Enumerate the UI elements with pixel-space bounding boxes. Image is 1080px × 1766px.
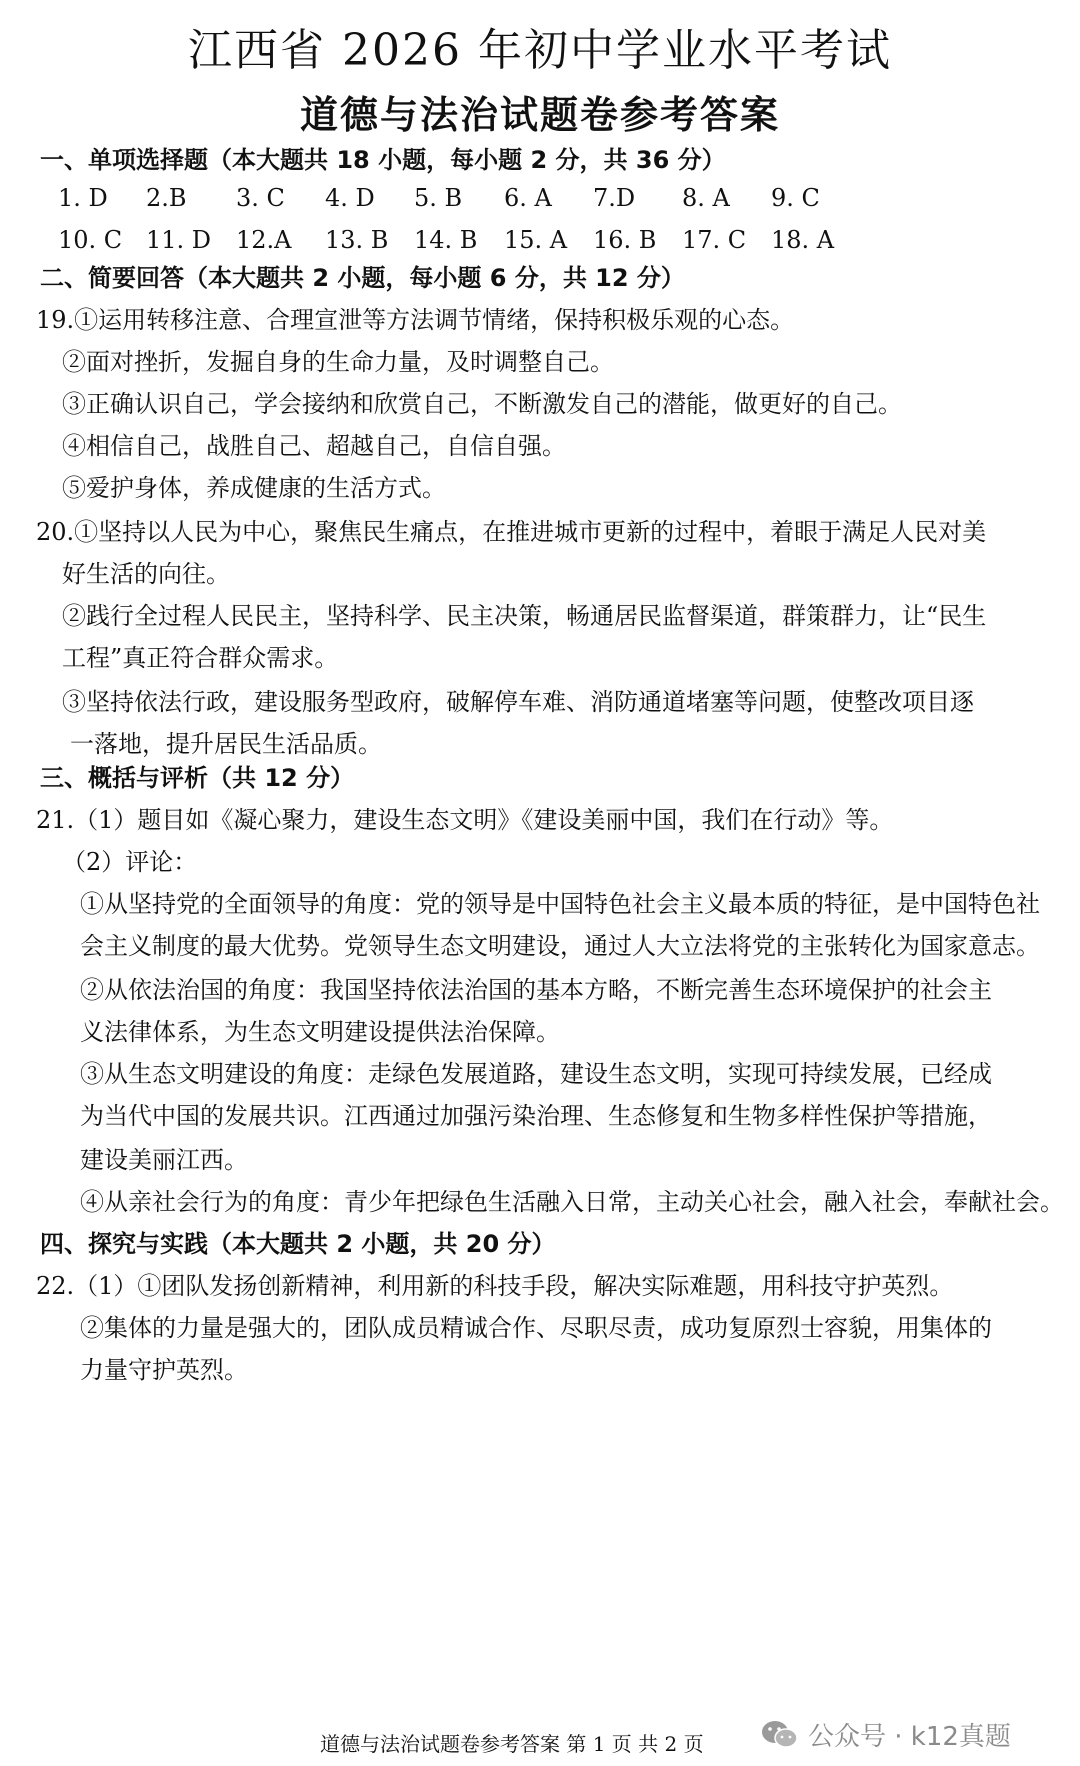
q21-line: 会主义制度的最大优势。党领导生态文明建设，通过人大立法将党的主张转化为国家意志。: [80, 932, 1040, 960]
mc-answer: 15. A: [504, 226, 568, 254]
mc-answer: 18. A: [771, 226, 835, 254]
mc-answer: 10. C: [58, 226, 123, 254]
q21-line: 21.（1）题目如《凝心聚力，建设生态文明》《建设美丽中国，我们在行动》等。: [36, 806, 894, 834]
watermark: [760, 1716, 1011, 1753]
q21-line: 为当代中国的发展共识。江西通过加强污染治理、生态修复和生物多样性保护等措施，: [80, 1102, 992, 1130]
q22-line: ②集体的力量是强大的，团队成员精诚合作、尽职尽责，成功复原烈士容貌，用集体的: [80, 1314, 992, 1342]
section-heading-inquiry: 四、探究与实践（本大题共 2 小题，共 20 分）: [40, 1230, 556, 1258]
watermark-text: 公众号 · k12真题: [808, 1722, 1011, 1752]
mc-answer: 4. D: [325, 184, 375, 212]
q22-line: 力量守护英烈。: [80, 1356, 248, 1384]
mc-answer: 16. B: [593, 226, 657, 254]
q20-line: 工程”真正符合群众需求。: [62, 644, 339, 672]
mc-answer: 3. C: [236, 184, 285, 212]
mc-answer: 17. C: [682, 226, 747, 254]
q21-line: ③从生态文明建设的角度：走绿色发展道路，建设生态文明，实现可持续发展，已经成: [80, 1060, 992, 1088]
q20-line: ③坚持依法行政，建设服务型政府，破解停车难、消防通道堵塞等问题，使整改项目逐: [62, 688, 974, 716]
q20-line: 好生活的向往。: [62, 560, 230, 588]
q20-line: 20.①坚持以人民为中心，聚焦民生痛点，在推进城市更新的过程中，着眼于满足人民对美: [36, 518, 987, 546]
q21-line: ④从亲社会行为的角度：青少年把绿色生活融入日常，主动关心社会，融入社会，奉献社会。: [80, 1188, 1064, 1216]
mc-answer: 2.B: [146, 184, 187, 212]
mc-answer: 5. B: [414, 184, 463, 212]
q19-line: 19.①运用转移注意、合理宣泄等方法调节情绪，保持积极乐观的心态。: [36, 306, 795, 334]
q21-line: （2）评论：: [62, 848, 198, 876]
q21-line: 义法律体系，为生态文明建设提供法治保障。: [80, 1018, 560, 1046]
mc-answer: 9. C: [771, 184, 820, 212]
q22-line: 22.（1）①团队发扬创新精神，利用新的科技手段，解决实际难题，用科技守护英烈。: [36, 1272, 954, 1300]
mc-answer: 14. B: [414, 226, 478, 254]
section-heading-multiple-choice: 一、单项选择题（本大题共 18 小题，每小题 2 分，共 36 分）: [40, 146, 726, 174]
page-subtitle: 道德与法治试题卷参考答案: [299, 93, 780, 137]
q20-line: ②践行全过程人民民主，坚持科学、民主决策，畅通居民监督渠道，群策群力，让“民生: [62, 602, 987, 630]
q19-line: ④相信自己，战胜自己、超越自己，自信自强。: [62, 432, 566, 460]
mc-answer: 11. D: [146, 226, 212, 254]
page-title: 江西省 2026 年初中学业水平考试: [188, 25, 892, 76]
mc-answer-row-1: [0, 184, 1080, 224]
mc-answer: 1. D: [58, 184, 108, 212]
mc-answer: 7.D: [593, 184, 636, 212]
mc-answer: 6. A: [504, 184, 552, 212]
mc-answer: 13. B: [325, 226, 389, 254]
q19-line: ⑤爱护身体，养成健康的生活方式。: [62, 474, 446, 502]
mc-answer: 12.A: [236, 226, 292, 254]
q21-line: ①从坚持党的全面领导的角度：党的领导是中国特色社会主义最本质的特征，是中国特色社: [80, 890, 1040, 918]
q21-line: 建设美丽江西。: [80, 1146, 248, 1174]
section-heading-short-answer: 二、简要回答（本大题共 2 小题，每小题 6 分，共 12 分）: [40, 264, 685, 292]
page-footer: 道德与法治试题卷参考答案 第 1 页 共 2 页: [320, 1732, 704, 1756]
q19-line: ③正确认识自己，学会接纳和欣赏自己，不断激发自己的潜能，做更好的自己。: [62, 390, 902, 418]
q21-line: ②从依法治国的角度：我国坚持依法治国的基本方略，不断完善生态环境保护的社会主: [80, 976, 992, 1004]
mc-answer: 8. A: [682, 184, 730, 212]
wechat-icon: [760, 1718, 800, 1752]
q19-line: ②面对挫折，发掘自身的生命力量，及时调整自己。: [62, 348, 614, 376]
q20-line: 一落地，提升居民生活品质。: [70, 730, 382, 758]
section-heading-summary: 三、概括与评析（共 12 分）: [40, 764, 355, 792]
